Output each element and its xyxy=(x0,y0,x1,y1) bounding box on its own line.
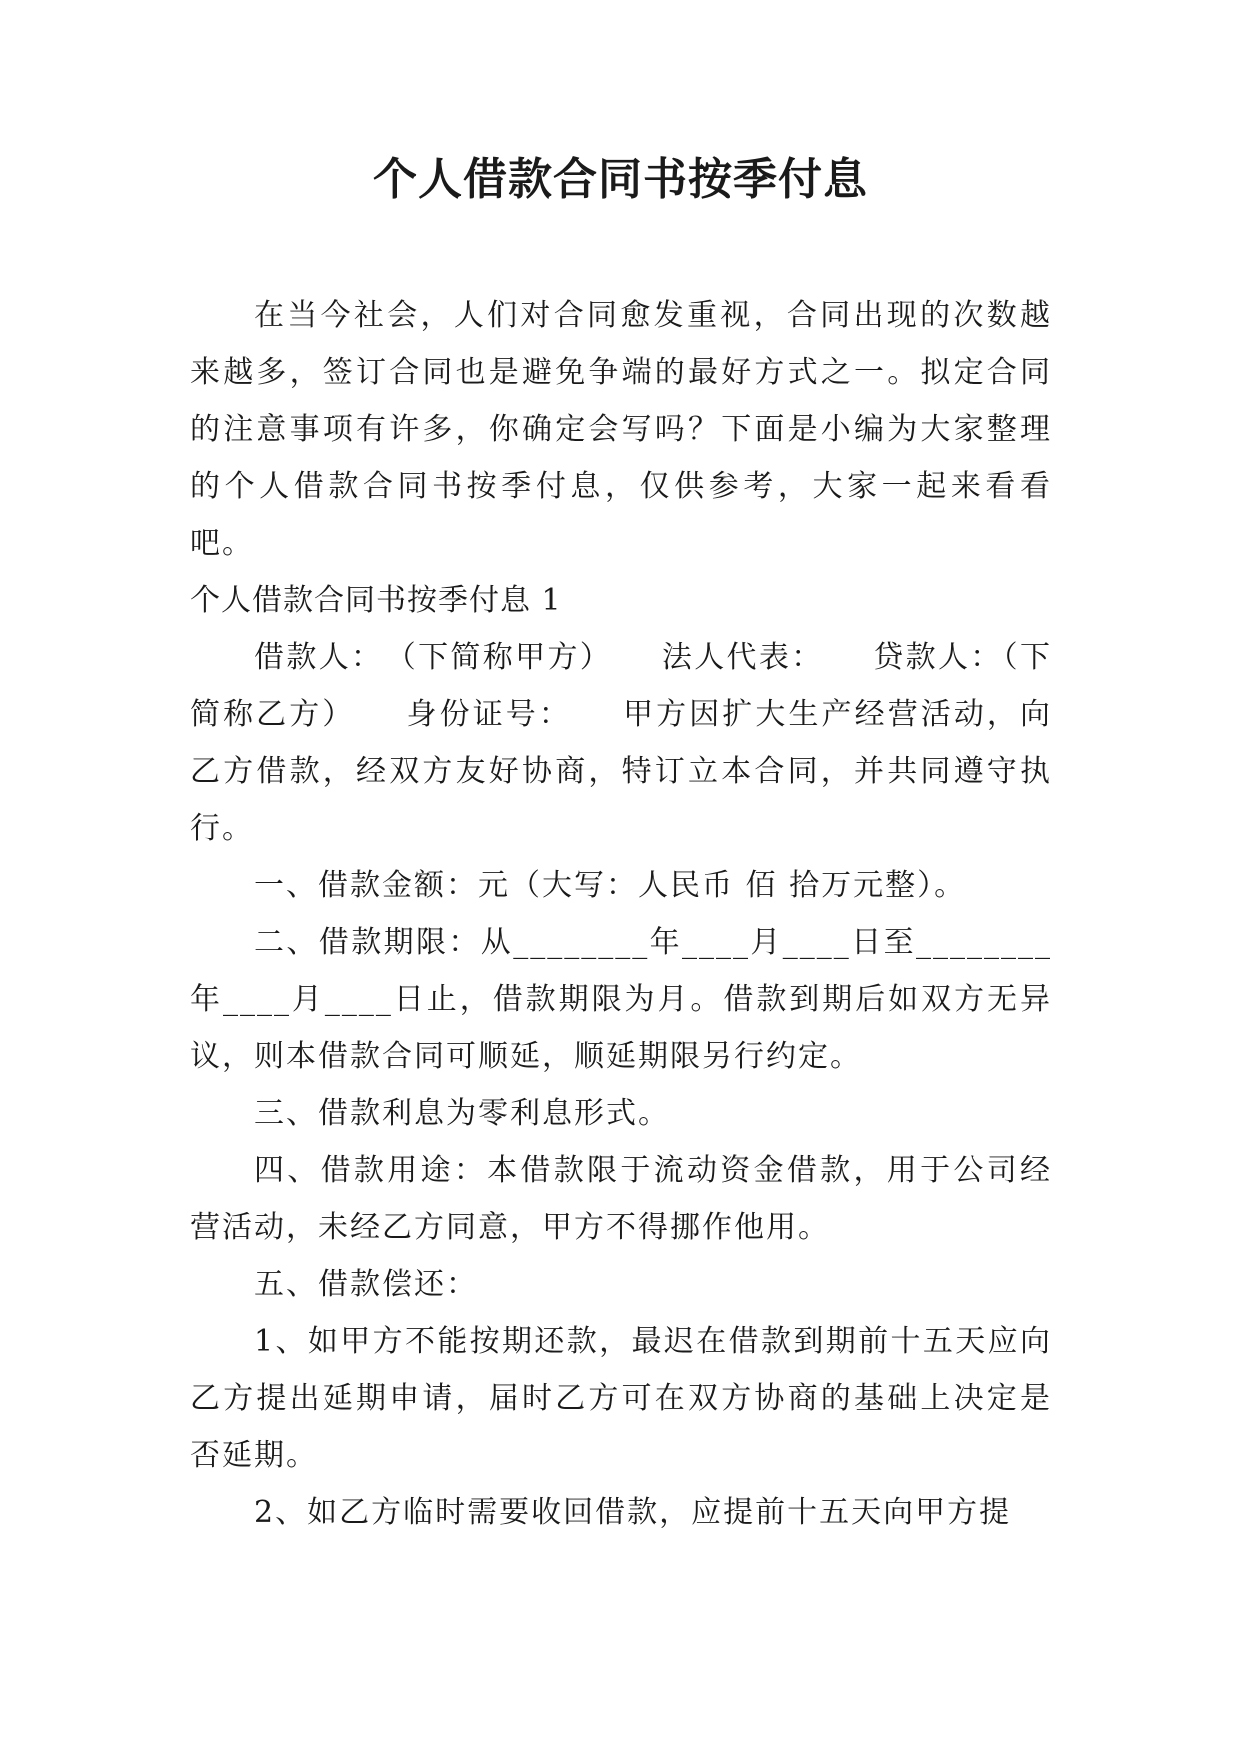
clause-loan-term: 二、借款期限：从________年____月____日至________年____月____日止，借款期限为月。借款到期后如双方无异议，则本借款合同可顺延，顺延期限另行约定。 xyxy=(190,925,1052,1074)
clause-loan-amount: 一、借款金额：元（大写：人民币 佰 拾万元整）。 xyxy=(254,868,967,903)
intro-paragraph: 在当今社会，人们对合同愈发重视，合同出现的次数越来越多，签订合同也是避免争端的最好方式之一。拟定合同的注意事项有许多，你确定会写吗？下面是小编为大家整理的个人借款合同书按季付息，仅供参考，大家一起来看看吧。 xyxy=(190,298,1052,561)
document-body xyxy=(190,287,1052,1541)
section-heading: 个人借款合同书按季付息 1 xyxy=(190,583,562,618)
document-title: 个人借款合同书按季付息 xyxy=(373,154,868,205)
clause-repayment-heading: 五、借款偿还： xyxy=(254,1267,478,1302)
repayment-item-1: 1、如甲方不能按期还款，最迟在借款到期前十五天应向乙方提出延期申请，届时乙方可在双方协商的基础上决定是否延期。 xyxy=(190,1324,1052,1473)
repayment-item-2: 2、如乙方临时需要收回借款，应提前十五天向甲方提 xyxy=(254,1495,1012,1530)
contract-parties-paragraph: 借款人： （下简称甲方） 法人代表： 贷款人：（下简称乙方） 身份证号： 甲方因扩大生产经营活动，向乙方借款，经双方友好协商，特订立本合同，并共同遵守执行。 xyxy=(190,640,1052,846)
clause-interest: 三、借款利息为零利息形式。 xyxy=(254,1096,670,1131)
clause-loan-purpose: 四、借款用途：本借款限于流动资金借款，用于公司经营活动，未经乙方同意，甲方不得挪作他用。 xyxy=(190,1153,1052,1245)
